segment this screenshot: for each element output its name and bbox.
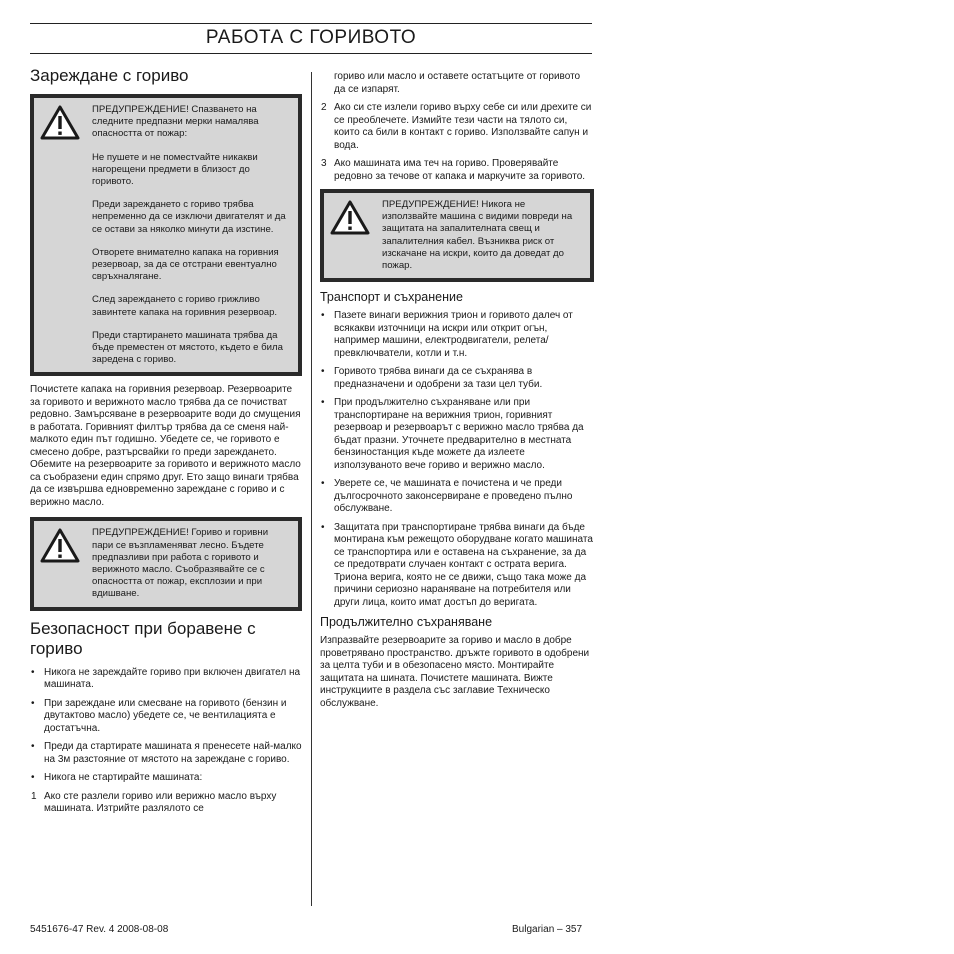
bullet-list: [320, 310, 594, 609]
right-column: [320, 71, 594, 718]
item-number: 3: [321, 158, 327, 169]
page-header: [30, 23, 592, 54]
list-continuation: гориво или масло и оставете остатъците от горивото да се изпарят.: [334, 71, 581, 95]
body-paragraph: Изпразвайте резервоарите за гориво и масло в добре проветрявано пространство. дръжте горивото в одобрени за целта туби и в обезопасено място. Монтирайте защитата на шината. Почистете машината. Вижте инструкциите в раздела със заглавие Техническо обслужване.: [320, 635, 590, 709]
warning-text: ПРЕДУПРЕЖДЕНИЕ! Спазването на следните предпазни мерки намалява опасността от пожар:: [92, 104, 259, 140]
warning-triangle-icon: [40, 104, 80, 366]
section-title-long-term-storage: Продължително съхраняване: [320, 615, 493, 630]
body-paragraph: Почистете капака на горивния резервоар. Резервоарите за горивото и верижното масло трябва да се почистват редовно. Замърсяване в резервоарите води до смущения в работата. Горивният филтър трябва да се сменя най-малкото един път годишно. Убедете се, че горивото е смесено добре, разтърсвайки го преди зареждането. Обемите на резервоарите за горивото и верижното масло са съобразени един спрямо друг. Ето защо винаги трябва да се извършва едновременно зареждане с гориво и с верижно масло.: [30, 384, 301, 508]
warning-text: Не пушете и не поместvайте никакви нагорещени предмети в близост до горивото.: [92, 151, 258, 188]
list-item: • Защитата при транспортиране трябва винаги да бъде монтирана към режещото оборудване когато машината се транспортира или е оставена на съхранение, за да се предотврати случаен контакт с острата верига. Триона верига, която не се движи, също така може да причини сериозно нараняване на потребителя или други лица, които имат достъп до веригата.: [320, 522, 594, 610]
section-title-transport: Транспорт и съхранение: [320, 290, 463, 305]
warning-text: ПРЕДУПРЕЖДЕНИЕ! Никога не използвайте машина с видими повреди на защитата на запалителната свещ и запалителния кабел. Възниква риск от изскачане на искри, които да доведат до пожар.: [382, 199, 573, 272]
warning-box-fueling: [30, 94, 302, 376]
warning-text: Преди стартирането машината трябва да бъде преместен от мястото, където е била заредена с гориво.: [92, 329, 283, 366]
warning-text: Преди зареждането с гориво трябва непременно да се изключи двигателят и да се остави за няколко минути да изстине.: [92, 199, 286, 235]
list-item: • При зареждане или смесване на горивото (бензин и двутактово масло) убедете се, че вентилацията е достатъчна.: [30, 698, 302, 736]
section-title-fueling: Зареждане с гориво: [30, 66, 189, 85]
list-item: [320, 102, 594, 152]
list-item: • Никога не стартирайте машината:: [30, 772, 302, 785]
left-column: [30, 66, 302, 822]
warning-triangle-icon: [330, 199, 370, 272]
warning-box-spark-plug: [320, 189, 594, 282]
warning-text: ПРЕДУПРЕЖДЕНИЕ! Гориво и горивни пари се възпламеняват лесно. Бъдете предпазливи при работа с горивото и верижното масло. Съобразявайте се с опасността от пожар, експлозии и при вдишване.: [92, 527, 269, 600]
item-number: 2: [321, 102, 327, 113]
list-item: • Горивото трябва винаги да се съхранява в предназначени и одобрени за тази цел туби.: [320, 366, 594, 391]
item-text: Ако си сте излели гориво върху себе си или дрехите си се преоблечете. Измийте тези части на тялото си, които са били в контакт с гориво. Използвайте сапун и вода.: [334, 102, 592, 151]
warning-text: След зареждането с гориво грижливо завинтете капака на горивния резервоар.: [92, 294, 278, 318]
item-number: 1: [31, 790, 37, 802]
footer-page-number: Bulgarian – 357: [512, 924, 583, 935]
list-item: [320, 158, 594, 183]
numbered-list: [30, 791, 302, 816]
page-title: РАБОТА С ГОРИВОТО: [205, 27, 417, 48]
list-item: • Уверете се, че машината е почистена и че преди дългосрочното законсервиране е проведено пълно обслужване.: [320, 478, 594, 516]
list-item: • Пазете винаги верижния трион и горивото далеч от всякакви източници на искри или открит огън, например машини, електродвигатели, релета/превключватели, котли и т.н.: [320, 310, 594, 360]
section-title-fuel-safety: Безопасност при боравене с гориво: [30, 618, 256, 658]
list-item: • Никога не зареждайте гориво при включен двигател на машината.: [30, 667, 302, 692]
item-text: Ако сте разлели гориво или верижно масло върху машината. Изтрийте разлялото се: [44, 790, 277, 815]
list-item: • При продължително съхраняване или при транспортиране на верижния трион, горивният резервоар и резервоарът с верижно масло трябва да бъдат празни. Уточнете предварително в местната бензиностанция къде можете да излеете използуваното вече гориво и верижно масло.: [320, 397, 594, 472]
numbered-list: [320, 102, 594, 183]
list-item: • Преди да стартирате машината я пренесете най-малко на 3м разстояние от мястото на зареждане с гориво.: [30, 741, 302, 766]
bullet-list: [30, 667, 302, 785]
column-divider: [311, 72, 312, 906]
warning-text: Отворете внимателно капака на горивния резервоар, за да се отстрани евентуално свръхналягане.: [92, 246, 279, 283]
footer-doc-id: 5451676-47 Rev. 4 2008-08-08: [30, 924, 169, 935]
list-item: [30, 791, 302, 816]
item-text: Ако машината има теч на гориво. Проверявайте редовно за течове от капака и маркучите за горивото.: [334, 158, 586, 182]
warning-box-fuel-vapour: [30, 517, 302, 610]
warning-triangle-icon: [40, 527, 80, 600]
